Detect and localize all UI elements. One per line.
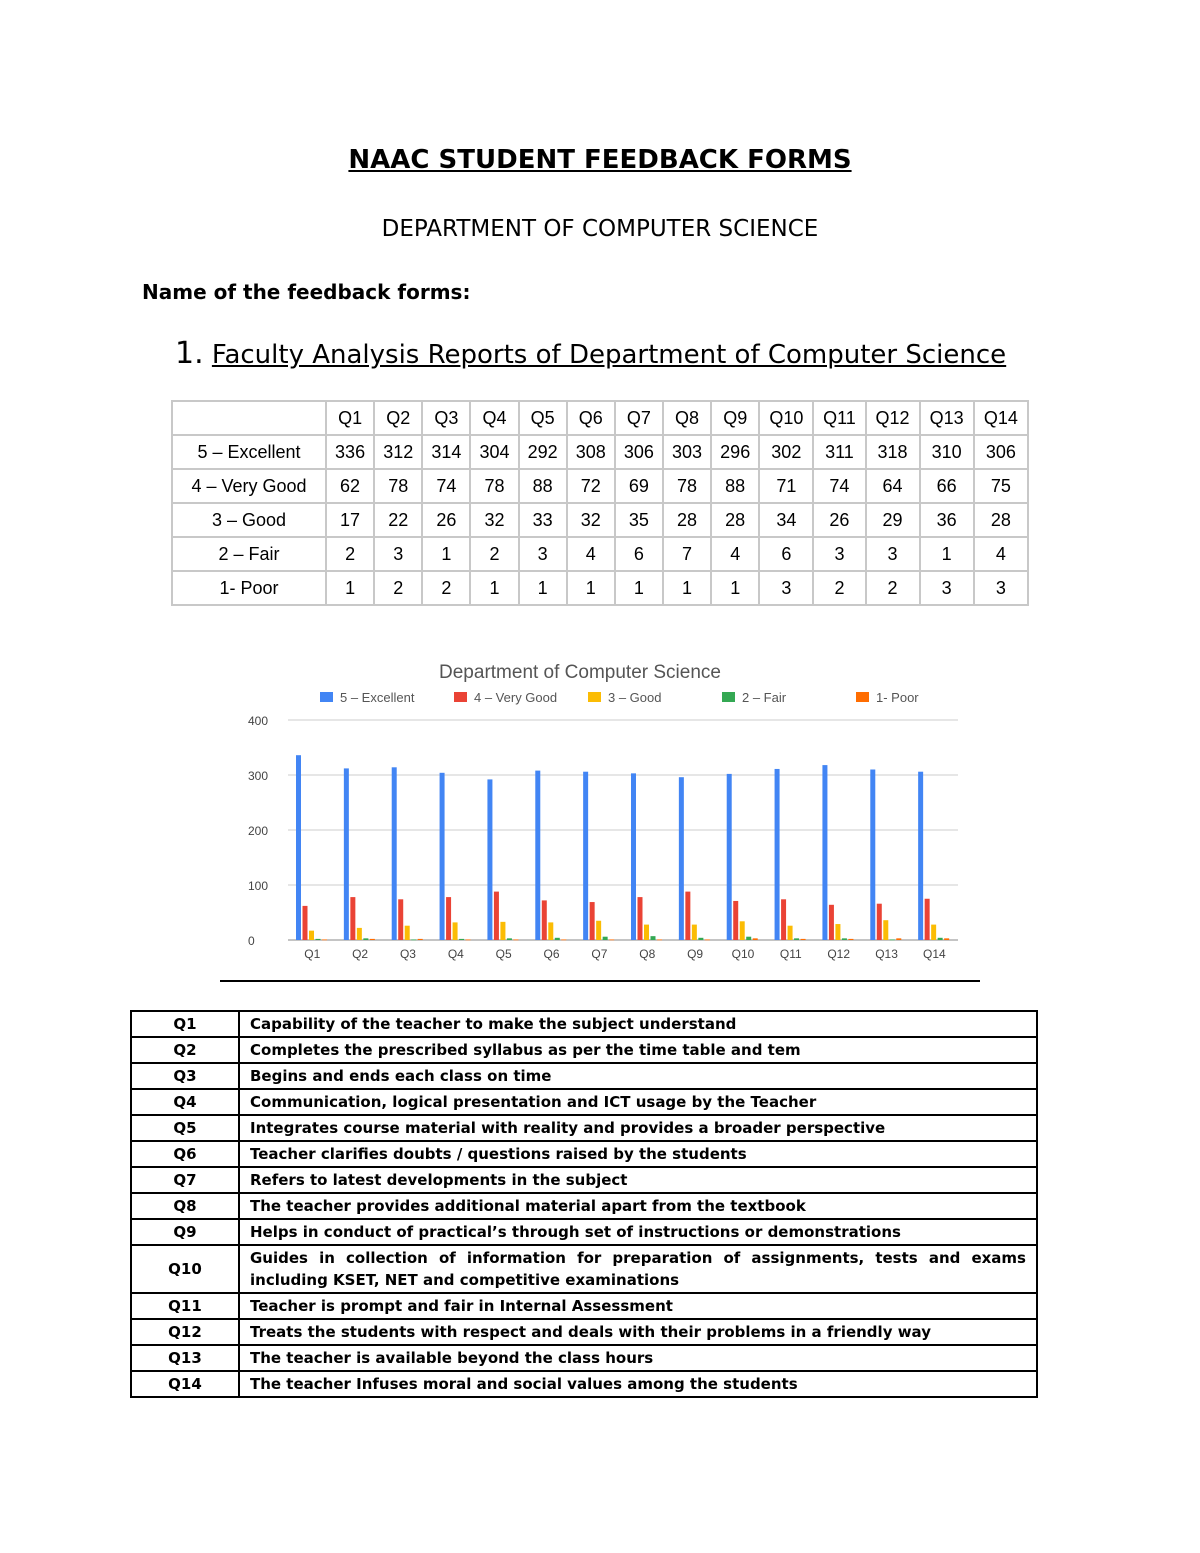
question-id: Q9 bbox=[131, 1219, 239, 1245]
bar-q6-series-4 bbox=[555, 938, 560, 940]
bar-q14-series-4 bbox=[938, 938, 943, 940]
question-text: Communication, logical presentation and ICT usage by the Teacher bbox=[239, 1089, 1037, 1115]
ratings-header-row bbox=[172, 401, 1028, 435]
question-id: Q4 bbox=[131, 1089, 239, 1115]
question-text: The teacher Infuses moral and social values among the students bbox=[239, 1371, 1037, 1397]
bar-q8-series-3 bbox=[644, 925, 649, 940]
x-tick-label: Q8 bbox=[639, 947, 656, 961]
ratings-cell: 78 bbox=[663, 469, 711, 503]
bar-q6-series-3 bbox=[548, 922, 553, 940]
ratings-cell: 336 bbox=[326, 435, 374, 469]
bar-q12-series-5 bbox=[848, 939, 853, 940]
ratings-cell: 1 bbox=[519, 571, 567, 605]
bar-q6-series-2 bbox=[542, 900, 547, 940]
question-id: Q1 bbox=[131, 1011, 239, 1037]
question-row bbox=[131, 1193, 1037, 1219]
question-text: Refers to latest developments in the subject bbox=[239, 1167, 1037, 1193]
ratings-col-header: Q1 bbox=[326, 401, 374, 435]
ratings-cell: 308 bbox=[567, 435, 615, 469]
ratings-cell: 296 bbox=[711, 435, 759, 469]
legend-swatch bbox=[856, 692, 869, 702]
legend-label: 1- Poor bbox=[876, 690, 919, 705]
ratings-col-header: Q12 bbox=[866, 401, 920, 435]
question-text: Capability of the teacher to make the subject understand bbox=[239, 1011, 1037, 1037]
x-tick-label: Q13 bbox=[875, 947, 898, 961]
ratings-cell: 312 bbox=[374, 435, 422, 469]
ratings-col-header: Q13 bbox=[920, 401, 974, 435]
x-tick-label: Q7 bbox=[591, 947, 608, 961]
ratings-cell: 310 bbox=[920, 435, 974, 469]
question-id: Q14 bbox=[131, 1371, 239, 1397]
ratings-cell: 3 bbox=[759, 571, 813, 605]
ratings-cell: 4 bbox=[974, 537, 1028, 571]
ratings-cell: 3 bbox=[813, 537, 865, 571]
legend-label: 2 – Fair bbox=[742, 690, 787, 705]
ratings-cell: 1 bbox=[711, 571, 759, 605]
question-row bbox=[131, 1371, 1037, 1397]
bar-q11-series-2 bbox=[781, 899, 786, 940]
bar-q7-series-2 bbox=[590, 902, 595, 940]
y-tick-label: 0 bbox=[248, 934, 255, 948]
bar-q8-series-4 bbox=[651, 936, 656, 940]
ratings-cell: 17 bbox=[326, 503, 374, 537]
ratings-col-header: Q10 bbox=[759, 401, 813, 435]
y-tick-label: 400 bbox=[248, 714, 269, 728]
ratings-cell: 78 bbox=[374, 469, 422, 503]
question-text: Begins and ends each class on time bbox=[239, 1063, 1037, 1089]
question-id: Q8 bbox=[131, 1193, 239, 1219]
x-tick-label: Q1 bbox=[304, 947, 321, 961]
bar-q14-series-1 bbox=[918, 772, 923, 940]
bar-q13-series-2 bbox=[877, 904, 882, 940]
question-text: Helps in conduct of practical’s through set of instructions or demonstrations bbox=[239, 1219, 1037, 1245]
question-text: Completes the prescribed syllabus as per the time table and tem bbox=[239, 1037, 1037, 1063]
ratings-cell: 66 bbox=[920, 469, 974, 503]
ratings-cell: 3 bbox=[519, 537, 567, 571]
bar-q12-series-3 bbox=[835, 924, 840, 940]
legend-swatch bbox=[588, 692, 601, 702]
bar-q13-series-5 bbox=[896, 938, 901, 940]
question-text: Teacher clarifies doubts / questions raised by the students bbox=[239, 1141, 1037, 1167]
legend-label: 5 – Excellent bbox=[340, 690, 415, 705]
bar-q7-series-4 bbox=[603, 937, 608, 940]
x-tick-label: Q3 bbox=[399, 947, 416, 961]
question-row bbox=[131, 1293, 1037, 1319]
bar-q5-series-4 bbox=[507, 938, 512, 940]
ratings-row bbox=[172, 537, 1028, 571]
bar-q5-series-1 bbox=[487, 779, 492, 940]
ratings-cell: 3 bbox=[374, 537, 422, 571]
bar-q3-series-1 bbox=[392, 767, 397, 940]
bar-q12-series-2 bbox=[829, 905, 834, 940]
ratings-col-header: Q2 bbox=[374, 401, 422, 435]
ratings-col-header: Q8 bbox=[663, 401, 711, 435]
ratings-cell: 26 bbox=[813, 503, 865, 537]
question-row bbox=[131, 1089, 1037, 1115]
question-text: Guides in collection of information for preparation of assignments, tests and exams including KSET, NET and competitive examinations bbox=[239, 1245, 1037, 1293]
bar-q8-series-2 bbox=[638, 897, 643, 940]
ratings-cell: 22 bbox=[374, 503, 422, 537]
ratings-row bbox=[172, 571, 1028, 605]
bar-q1-series-1 bbox=[296, 755, 301, 940]
ratings-cell: 6 bbox=[615, 537, 663, 571]
ratings-cell: 6 bbox=[759, 537, 813, 571]
bar-q11-series-5 bbox=[801, 939, 806, 940]
bar-q10-series-4 bbox=[746, 937, 751, 940]
bar-q9-series-2 bbox=[685, 892, 690, 940]
question-text: Integrates course material with reality and provides a broader perspective bbox=[239, 1115, 1037, 1141]
bar-q2-series-1 bbox=[344, 768, 349, 940]
bar-q6-series-1 bbox=[535, 771, 540, 940]
bar-q7-series-5 bbox=[609, 939, 614, 940]
question-id: Q13 bbox=[131, 1345, 239, 1371]
ratings-cell: 3 bbox=[974, 571, 1028, 605]
question-text: Treats the students with respect and deals with their problems in a friendly way bbox=[239, 1319, 1037, 1345]
ratings-cell: 302 bbox=[759, 435, 813, 469]
ratings-cell: 78 bbox=[470, 469, 518, 503]
question-id: Q5 bbox=[131, 1115, 239, 1141]
bar-q14-series-2 bbox=[925, 899, 930, 940]
ratings-cell: 2 bbox=[470, 537, 518, 571]
y-tick-label: 200 bbox=[248, 824, 269, 838]
ratings-cell: 2 bbox=[374, 571, 422, 605]
ratings-cell: 32 bbox=[567, 503, 615, 537]
ratings-cell: 33 bbox=[519, 503, 567, 537]
ratings-cell: 3 bbox=[866, 537, 920, 571]
ratings-cell: 4 bbox=[567, 537, 615, 571]
ratings-col-header: Q14 bbox=[974, 401, 1028, 435]
ratings-cell: 35 bbox=[615, 503, 663, 537]
bar-q14-series-5 bbox=[944, 938, 949, 940]
bar-q12-series-1 bbox=[822, 765, 827, 940]
legend-swatch bbox=[320, 692, 333, 702]
ratings-cell: 318 bbox=[866, 435, 920, 469]
ratings-cell: 304 bbox=[470, 435, 518, 469]
question-id: Q12 bbox=[131, 1319, 239, 1345]
ratings-cell: 88 bbox=[711, 469, 759, 503]
bar-q9-series-5 bbox=[705, 939, 710, 940]
bar-q6-series-5 bbox=[561, 939, 566, 940]
page-title: NAAC STUDENT FEEDBACK FORMS bbox=[348, 145, 852, 175]
x-tick-label: Q12 bbox=[827, 947, 851, 961]
ratings-cell: 36 bbox=[920, 503, 974, 537]
bar-q8-series-5 bbox=[657, 939, 662, 940]
bar-q9-series-4 bbox=[698, 938, 703, 940]
ratings-row-label: 5 – Excellent bbox=[172, 435, 326, 469]
ratings-cell: 88 bbox=[519, 469, 567, 503]
ratings-row-label: 1- Poor bbox=[172, 571, 326, 605]
ratings-cell: 74 bbox=[813, 469, 865, 503]
ratings-cell: 1 bbox=[470, 571, 518, 605]
bar-q2-series-4 bbox=[363, 938, 368, 940]
bar-q11-series-1 bbox=[775, 769, 780, 940]
questions-table bbox=[130, 1010, 1038, 1398]
bar-q9-series-3 bbox=[692, 925, 697, 940]
question-id: Q6 bbox=[131, 1141, 239, 1167]
legend-label: 3 – Good bbox=[608, 690, 662, 705]
bar-q4-series-4 bbox=[459, 939, 464, 940]
question-row bbox=[131, 1141, 1037, 1167]
ratings-cell: 314 bbox=[422, 435, 470, 469]
bar-q12-series-4 bbox=[842, 938, 847, 940]
ratings-row bbox=[172, 503, 1028, 537]
ratings-row bbox=[172, 435, 1028, 469]
legend-swatch bbox=[722, 692, 735, 702]
bar-q2-series-2 bbox=[350, 897, 355, 940]
bar-q7-series-3 bbox=[596, 921, 601, 940]
ratings-cell: 1 bbox=[663, 571, 711, 605]
ratings-cell: 306 bbox=[615, 435, 663, 469]
ratings-col-header: Q4 bbox=[470, 401, 518, 435]
legend-label: 4 – Very Good bbox=[474, 690, 558, 705]
x-tick-label: Q9 bbox=[687, 947, 704, 961]
ratings-cell: 71 bbox=[759, 469, 813, 503]
bar-q10-series-1 bbox=[727, 774, 732, 940]
ratings-cell: 306 bbox=[974, 435, 1028, 469]
ratings-cell: 29 bbox=[866, 503, 920, 537]
y-tick-label: 300 bbox=[248, 769, 269, 783]
ratings-row-label: 2 – Fair bbox=[172, 537, 326, 571]
bar-q4-series-1 bbox=[440, 773, 445, 940]
x-tick-label: Q2 bbox=[352, 947, 369, 961]
ratings-cell: 1 bbox=[920, 537, 974, 571]
ratings-cell: 303 bbox=[663, 435, 711, 469]
bar-q2-series-3 bbox=[357, 928, 362, 940]
ratings-cell: 26 bbox=[422, 503, 470, 537]
ratings-cell: 2 bbox=[422, 571, 470, 605]
ratings-row-label: 4 – Very Good bbox=[172, 469, 326, 503]
x-tick-label: Q10 bbox=[731, 947, 755, 961]
ratings-col-header: Q7 bbox=[615, 401, 663, 435]
question-row bbox=[131, 1345, 1037, 1371]
ratings-cell: 7 bbox=[663, 537, 711, 571]
bar-q4-series-2 bbox=[446, 897, 451, 940]
ratings-cell: 64 bbox=[866, 469, 920, 503]
y-tick-label: 100 bbox=[248, 879, 269, 893]
bar-q2-series-5 bbox=[370, 939, 375, 940]
bar-q10-series-2 bbox=[733, 901, 738, 940]
ratings-col-header: Q6 bbox=[567, 401, 615, 435]
bar-q10-series-3 bbox=[740, 921, 745, 940]
bar-q8-series-1 bbox=[631, 773, 636, 940]
question-id: Q3 bbox=[131, 1063, 239, 1089]
report-number: 1. bbox=[175, 336, 204, 371]
divider-line bbox=[220, 980, 980, 982]
question-row bbox=[131, 1219, 1037, 1245]
ratings-col-header: Q3 bbox=[422, 401, 470, 435]
ratings-cell: 292 bbox=[519, 435, 567, 469]
question-row bbox=[131, 1245, 1037, 1293]
x-tick-label: Q14 bbox=[923, 947, 946, 961]
ratings-cell: 28 bbox=[974, 503, 1028, 537]
question-text: The teacher is available beyond the class hours bbox=[239, 1345, 1037, 1371]
bar-q4-series-3 bbox=[453, 922, 458, 940]
question-row bbox=[131, 1167, 1037, 1193]
forms-label: Name of the feedback forms: bbox=[142, 280, 471, 304]
question-id: Q10 bbox=[131, 1245, 239, 1293]
bar-q3-series-5 bbox=[418, 939, 423, 940]
ratings-cell: 1 bbox=[422, 537, 470, 571]
ratings-cell: 74 bbox=[422, 469, 470, 503]
bar-q7-series-1 bbox=[583, 772, 588, 940]
ratings-cell: 2 bbox=[813, 571, 865, 605]
ratings-cell: 4 bbox=[711, 537, 759, 571]
x-tick-label: Q5 bbox=[495, 947, 512, 961]
x-tick-label: Q4 bbox=[447, 947, 464, 961]
report-heading bbox=[175, 336, 1006, 371]
question-row bbox=[131, 1319, 1037, 1345]
ratings-cell: 1 bbox=[567, 571, 615, 605]
ratings-cell: 1 bbox=[326, 571, 374, 605]
ratings-cell: 34 bbox=[759, 503, 813, 537]
ratings-corner-cell bbox=[172, 401, 326, 435]
department-heading: DEPARTMENT OF COMPUTER SCIENCE bbox=[381, 216, 819, 242]
ratings-cell: 69 bbox=[615, 469, 663, 503]
bar-q5-series-2 bbox=[494, 892, 499, 940]
bar-q10-series-5 bbox=[753, 938, 758, 940]
question-row bbox=[131, 1011, 1037, 1037]
bar-q1-series-3 bbox=[309, 931, 314, 940]
bar-q3-series-2 bbox=[398, 899, 403, 940]
ratings-cell: 75 bbox=[974, 469, 1028, 503]
legend-swatch bbox=[454, 692, 467, 702]
feedback-bar-chart bbox=[220, 650, 980, 970]
bar-q3-series-4 bbox=[411, 939, 416, 940]
ratings-cell: 62 bbox=[326, 469, 374, 503]
bar-q14-series-3 bbox=[931, 925, 936, 940]
ratings-row bbox=[172, 469, 1028, 503]
ratings-cell: 28 bbox=[663, 503, 711, 537]
question-row bbox=[131, 1115, 1037, 1141]
question-id: Q2 bbox=[131, 1037, 239, 1063]
ratings-cell: 2 bbox=[326, 537, 374, 571]
bar-q1-series-2 bbox=[303, 906, 308, 940]
ratings-cell: 72 bbox=[567, 469, 615, 503]
question-row bbox=[131, 1063, 1037, 1089]
bar-q13-series-4 bbox=[890, 939, 895, 940]
bar-q4-series-5 bbox=[466, 939, 471, 940]
bar-q3-series-3 bbox=[405, 926, 410, 940]
bar-q5-series-5 bbox=[513, 939, 518, 940]
ratings-row-label: 3 – Good bbox=[172, 503, 326, 537]
report-title: Faculty Analysis Reports of Department of Computer Science bbox=[211, 340, 1007, 370]
chart-title: Department of Computer Science bbox=[439, 662, 721, 683]
ratings-col-header: Q5 bbox=[519, 401, 567, 435]
bar-q13-series-3 bbox=[883, 920, 888, 940]
ratings-col-header: Q9 bbox=[711, 401, 759, 435]
ratings-cell: 2 bbox=[866, 571, 920, 605]
bar-q11-series-4 bbox=[794, 938, 799, 940]
question-id: Q7 bbox=[131, 1167, 239, 1193]
bar-q9-series-1 bbox=[679, 777, 684, 940]
question-text: Teacher is prompt and fair in Internal Assessment bbox=[239, 1293, 1037, 1319]
ratings-col-header: Q11 bbox=[813, 401, 865, 435]
ratings-cell: 32 bbox=[470, 503, 518, 537]
x-tick-label: Q6 bbox=[543, 947, 560, 961]
bar-q1-series-4 bbox=[316, 939, 321, 940]
question-text: The teacher provides additional material apart from the textbook bbox=[239, 1193, 1037, 1219]
bar-q13-series-1 bbox=[870, 770, 875, 941]
ratings-cell: 1 bbox=[615, 571, 663, 605]
ratings-cell: 3 bbox=[920, 571, 974, 605]
x-tick-label: Q11 bbox=[779, 947, 802, 961]
bar-q1-series-5 bbox=[322, 939, 327, 940]
ratings-cell: 311 bbox=[813, 435, 865, 469]
bar-q11-series-3 bbox=[788, 926, 793, 940]
ratings-table bbox=[171, 400, 1029, 606]
bar-q5-series-3 bbox=[500, 922, 505, 940]
question-id: Q11 bbox=[131, 1293, 239, 1319]
ratings-cell: 28 bbox=[711, 503, 759, 537]
question-row bbox=[131, 1037, 1037, 1063]
